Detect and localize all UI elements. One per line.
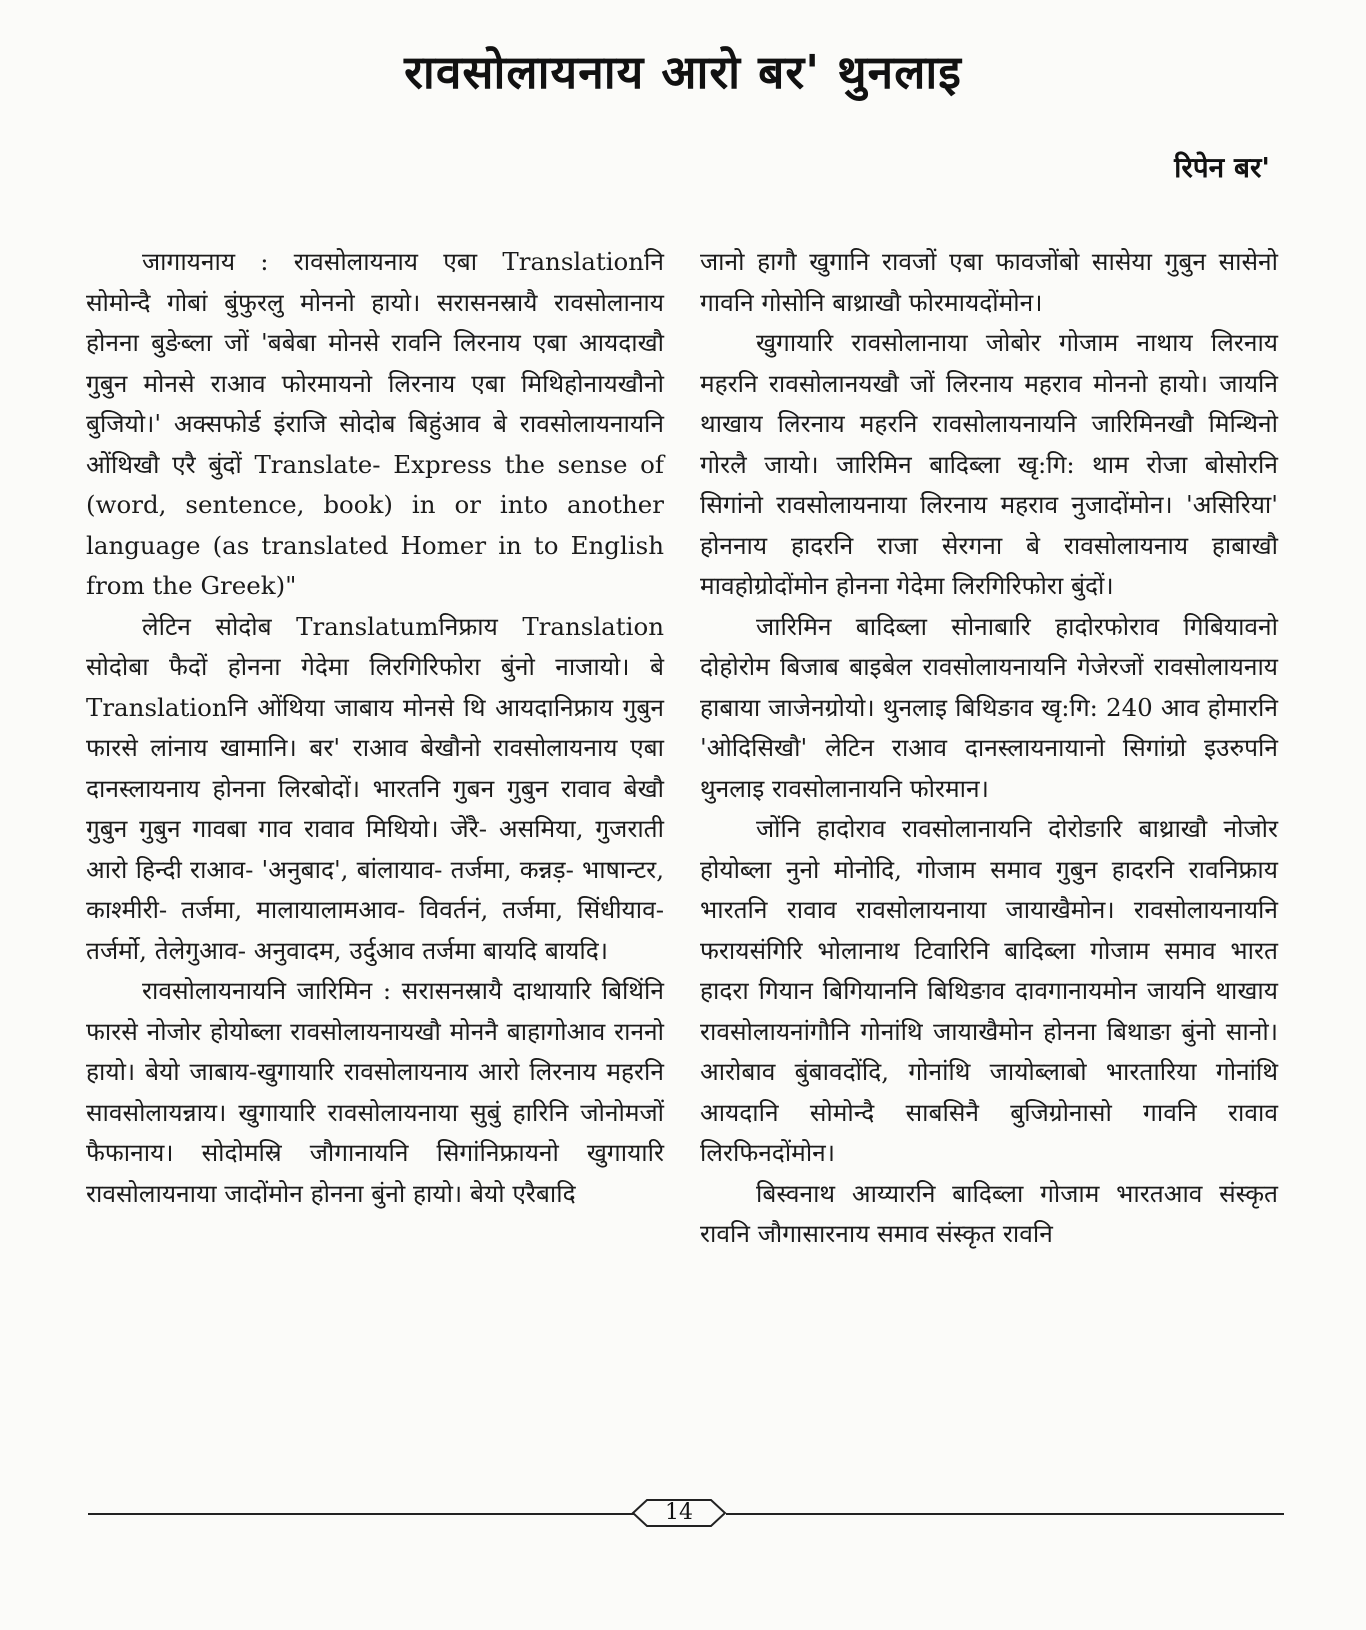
paragraph: लेटिन सोदोब Translatumनिफ्राय Translation सोदोबा फैदों होनना गेदेमा लिरगिरिफोरा बुंनो नाजायो। बे Translationनि ओंथिया जाबाय मोनसे थि आयदानिफ्राय गुबुन फारसे लांनाय खामानि। बर' राआव बेखौनो रावसोलायनाय एबा दानस्लायनाय होनना लिरबोदों। भारतनि गुबन गुबुन रावाव बेखौ गुबुन गुबुन गावबा गाव रावाव मिथियो। जेंरै- असमिया, गुजराती आरो हिन्दी राआव- 'अनुबाद', बांलायाव- तर्जमा, कन्नड़- भाषान्टर, काश्मीरी- तर्जमा, मालायालामआव- विवर्तनं, तर्जमा, सिंधीयाव-तर्जर्मो, तेलेगुआव- अनुवादम, उर्दुआव तर्जमा बायदि बायदि। bbox=[86, 611, 664, 965]
paragraph: जोंनि हादोराव रावसोलानायनि दोरोङारि बाथ्राखौ नोजोर होयोब्ला नुनो मोनोदि, गोजाम समाव गुबुन हादरनि रावनिफ्राय भारतनि रावाव रावसोलायनाया जायाखैमोन। रावसोलायनायनि फरायसंगिरि भोलानाथ टिवारिनि बादिब्ला गोजाम समाव भारत हादरा गियान बिगियाननि बिथिङाव दावगानायमोन जायनि थाखाय रावसोलायनांगौनि गोनांथि जायाखैमोन होनना बिथाङा बुंनो सानो। आरोबाव बुंबावदोंदि, गोनांथि जायोब्लाबो भारतारिया गोनांथि आयदानि सोमोन्दै साबसिनै बुजिग्रोनासो गावनि रावाव लिरफिनदोंमोन। bbox=[700, 814, 1278, 1167]
paragraph: रावसोलायनायनि जारिमिन : सरासनस्रायै दाथायारि बिथिंनि फारसे नोजोर होयोब्ला रावसोलायनायखौ मोननै बाहागोआव राननो हायो। बेयो जाबाय-खुगायारि रावसोलायनाय आरो लिरनाय महरनि सावसोलायन्नाय। खुगायारि रावसोलायनाया सुबुं हारिनि जोनोमजों फैफानाय। सोदोमस्रि जौगानायनि सिगांनिफ्रायनो खुगायारि रावसोलायनाया जादोंमोन होनना बुंनो हायो। बेयो एरैबादि bbox=[86, 976, 664, 1208]
author-name: रिपेन बर' bbox=[1174, 151, 1270, 184]
paragraph: खुगायारि रावसोलानाया जोबोर गोजाम नाथाय लिरनाय महरनि रावसोलानयखौ जों लिरनाय महराव मोननो हायो। जायनि थाखाय लिरनाय महरनि रावसोलायनायनि जारिमिनखौ मिन्थिनो गोरलै जायो। जारिमिन बादिब्ला खृ:गि: थाम रोजा बोसोरनि सिगांनो रावसोलायनाया लिरनाय महराव नुजादोंमोन। 'असिरिया' होननाय हादरनि राजा सेरगना बे रावसोलायनाय हाबाखौ मावहोग्रोदोंमोन होनना गेदेमा लिरगिरिफोरा बुंदों। bbox=[700, 328, 1278, 600]
paragraph-continued: जानो हागौ खुगानि रावजों एबा फावजोंबो सासेया गुबुन सासेनो गावनि गोसोनि बाथ्राखौ फोरमायदोंमोन। bbox=[700, 247, 1278, 317]
page-title: रावसोलायनाय आरो बर' थुनलाइ bbox=[404, 45, 962, 99]
article-column-right bbox=[700, 242, 1278, 1255]
paragraph: बिस्वनाथ आय्यारनि बादिब्ला गोजाम भारतआव संस्कृत रावनि जौगासारनाय समाव संस्कृत रावनि bbox=[700, 1178, 1278, 1248]
footer-rule-right bbox=[726, 1513, 1284, 1515]
paragraph: जारिमिन बादिब्ला सोनाबारि हादोरफोराव गिबियावनो दोहोरोम बिजाब बाइबेल रावसोलायनायनि गेजेरजों रावसोलायनाय हाबाया जाजेनग्रोयो। थुनलाइ बिथिङाव खृ:गि: 240 आव होमारनि 'ओदिसिखौ' लेटिन राआव दानस्लायनायानो सिगांग्रो इउरुपनि थुनलाइ रावसोलानायनि फोरमान। bbox=[700, 611, 1278, 803]
page-number: 14 bbox=[665, 1500, 693, 1525]
page-number-badge bbox=[631, 1498, 727, 1528]
article-column-left bbox=[86, 242, 664, 1214]
paragraph: जागायनाय : रावसोलायनाय एबा Translationनि सोमोन्दै गोबां बुंफुरलु मोननो हायो। सरासनस्रायै रावसोलानाय होनना बुङेब्ला जों 'बबेबा मोनसे रावनि लिरनाय एबा आयदाखौ गुबुन मोनसे राआव फोरमायनो लिरनाय एबा मिथिहोनायखौनो बुजियो।' अक्सफोर्ड इंराजि सोदोब बिहुंआव बे रावसोलायनायनि ओंथिखौ एरै बुंदों Translate- Express the sense of (word, sentence, book) in or into another language (as translated Homer in to English from the Greek)" bbox=[86, 247, 664, 600]
footer-rule-left bbox=[88, 1513, 634, 1515]
